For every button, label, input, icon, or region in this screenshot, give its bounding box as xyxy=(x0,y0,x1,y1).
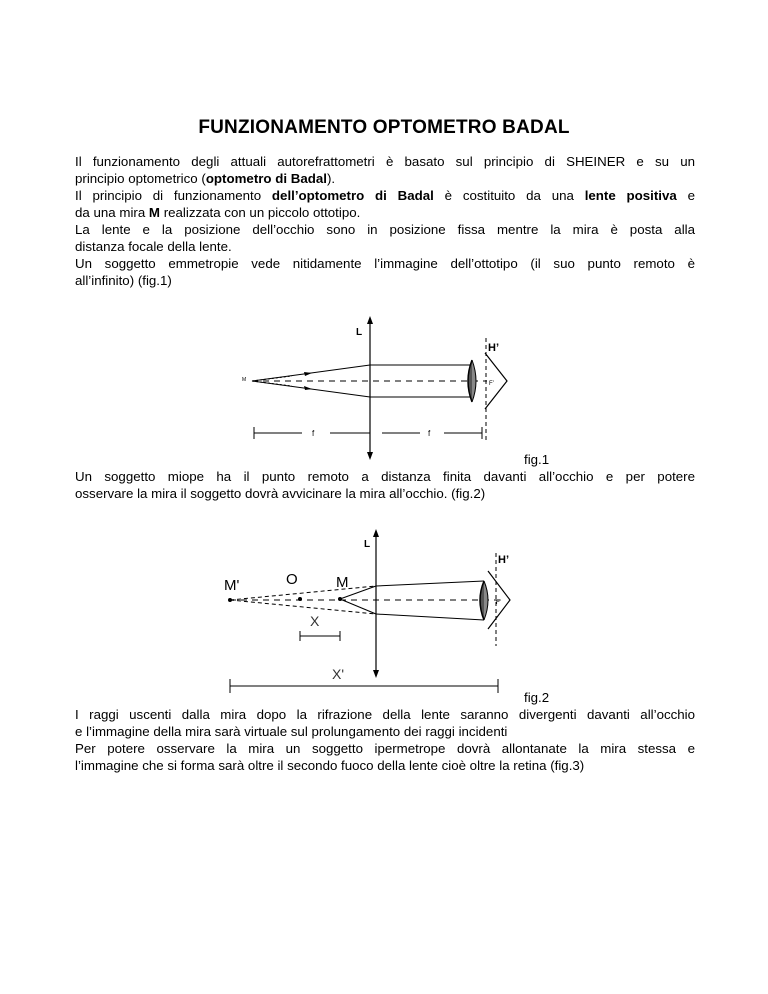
text-line: La lente e la posizione dell’occhio sono in posizione fissa mentre la mira è posta alla xyxy=(75,222,695,237)
label-L: L xyxy=(364,539,371,550)
bold-term: M xyxy=(148,205,160,220)
figure-1 xyxy=(232,302,522,462)
text-line: Per potere osservare la mira un soggetto ipermetrope dovrà allontanate la mira stessa e xyxy=(75,741,695,756)
text-line: osservare la mira il soggetto dovrà avvicinare la mira all’occhio. (fig.2) xyxy=(75,486,486,501)
label-M-prime: M' xyxy=(224,577,240,594)
figure-1-caption: fig.1 xyxy=(524,452,550,467)
label-F: F’ xyxy=(489,381,494,387)
bold-term: optometro di Badal xyxy=(205,171,327,186)
figure-2 xyxy=(218,518,523,696)
text-line: Il principio di funzionamento dell’optometro di Badal è costituito da una lente positiva e xyxy=(75,188,695,203)
text-line: I raggi uscenti dalla mira dopo la rifrazione della lente saranno divergenti davanti all’occhio xyxy=(75,707,695,722)
myopia-paragraph xyxy=(75,468,695,502)
text-line: e l’immagine della mira sarà virtuale sul prolungamento dei raggi incidenti xyxy=(75,724,508,739)
label-f-right: f xyxy=(428,429,431,438)
page-title: FUNZIONAMENTO OPTOMETRO BADAL xyxy=(198,117,570,138)
label-O: O xyxy=(286,571,298,588)
label-X-prime: X' xyxy=(332,666,345,682)
intro-paragraph xyxy=(75,153,695,289)
label-f-left: f xyxy=(312,429,315,438)
label-H: H’ xyxy=(498,554,509,566)
label-X: X xyxy=(310,613,320,629)
text-line: Un soggetto miope ha il punto remoto a distanza finita davanti all’occhio e per potere xyxy=(75,469,695,484)
hyperopia-paragraph xyxy=(75,706,695,774)
label-H: H’ xyxy=(488,342,499,354)
label-F: F’ xyxy=(496,600,501,606)
text-line: all’infinito) (fig.1) xyxy=(75,273,172,288)
figure-2-caption: fig.2 xyxy=(524,690,550,705)
text-line: l’immagine che si forma sarà oltre il secondo fuoco della lente cioè oltre la retina (fig.3) xyxy=(75,758,585,773)
bold-term: lente positiva xyxy=(584,188,677,203)
bold-term: dell’optometro di Badal xyxy=(271,188,434,203)
text-line: da una mira M realizzata con un piccolo ottotipo. xyxy=(75,205,361,220)
figure-1-diagram xyxy=(232,302,522,462)
text-line: distanza focale della lente. xyxy=(75,239,232,254)
label-L: L xyxy=(356,327,363,338)
figure-2-diagram xyxy=(218,518,523,696)
label-M: M xyxy=(336,574,349,591)
label-M: M xyxy=(242,377,247,383)
text-line: Un soggetto emmetropie vede nitidamente l’immagine dell’ottotipo (il suo punto remoto è xyxy=(75,256,695,271)
text-line: principio optometrico (optometro di Badal). xyxy=(75,171,336,186)
text-line: Il funzionamento degli attuali autorefrattometri è basato sul principio di SHEINER e su un xyxy=(75,154,695,169)
